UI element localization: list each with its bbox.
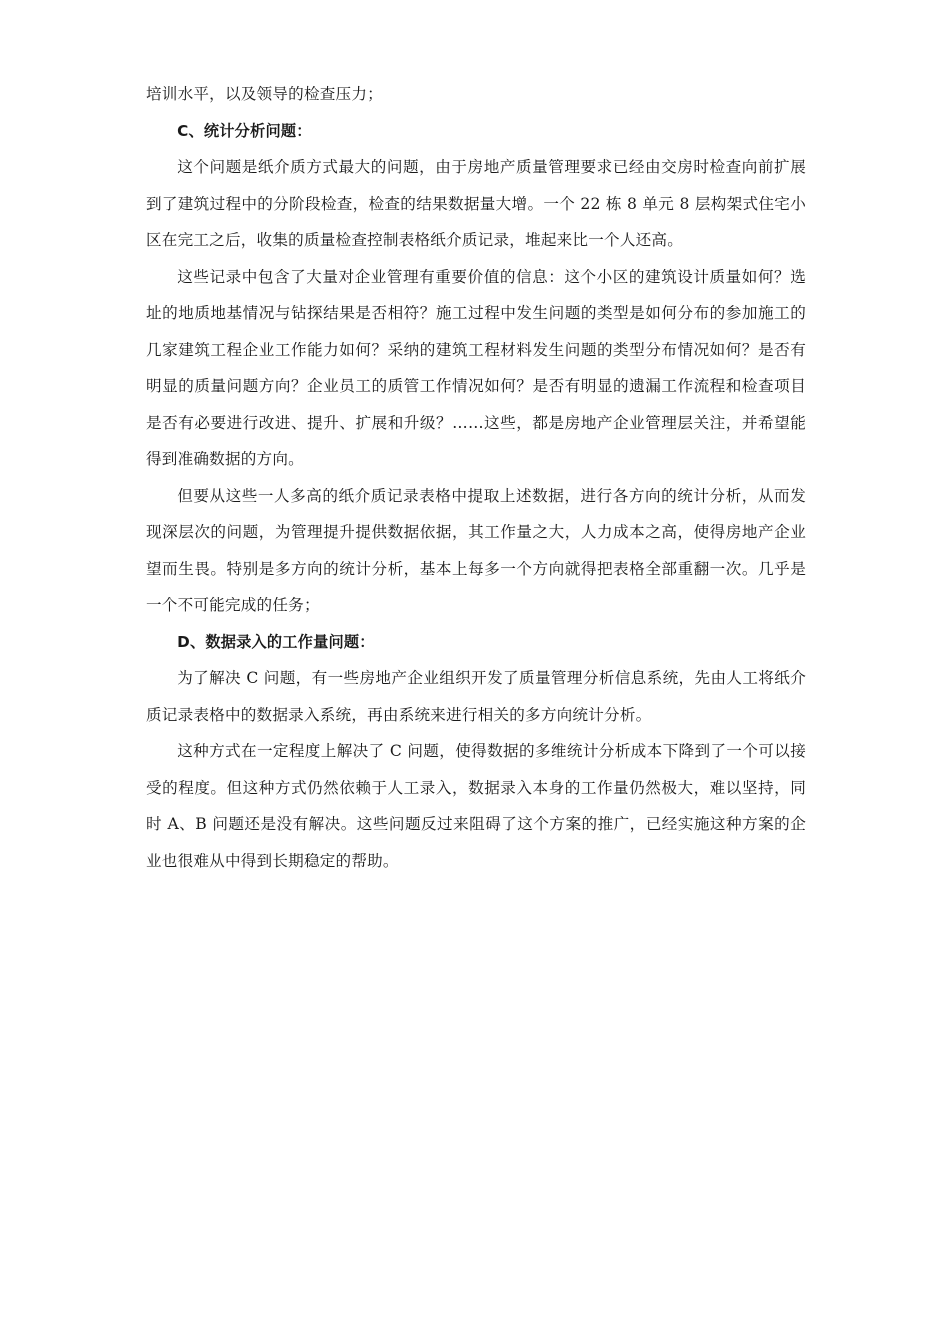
paragraph-training-pressure: 培训水平，以及领导的检查压力；: [146, 85, 383, 103]
paragraph-paper-media-problem: 这个问题是纸介质方式最大的问题，由于房地产质量管理要求已经由交房时检查向前扩展到了建筑过程中的分阶段检查，检查的结果数据量大增。一个 22 栋 8 单元 8 层构架式住宅小区在完工之后，收集的质量检查控制表格纸介质记录，堆起来比一个人还高。: [146, 158, 806, 249]
paragraph-extraction-cost: 但要从这些一人多高的纸介质记录表格中提取上述数据，进行各方向的统计分析，从而发现深层次的问题，为管理提升提供数据依据，其工作量之大，人力成本之高，使得房地产企业望而生畏。特别是多方向的统计分析，基本上每多一个方向就得把表格全部重翻一次。几乎是一个不可能完成的任务；: [146, 486, 806, 614]
section-heading-d-data-entry: D、数据录入的工作量问题：: [177, 632, 375, 651]
paragraph-system-development: 为了解决 C 问题，有一些房地产企业组织开发了质量管理分析信息系统，先由人工将纸介质记录表格中的数据录入系统，再由系统来进行相关的多方向统计分析。: [146, 669, 806, 724]
paragraph-manual-entry-limits: 这种方式在一定程度上解决了 C 问题，使得数据的多维统计分析成本下降到了一个可以接受的程度。但这种方式仍然依赖于人工录入，数据录入本身的工作量仍然极大，难以坚持，同时 A、B 问题还是没有解决。这些问题反过来阻碍了这个方案的推广，已经实施这种方案的企业也很难从中得到长期稳定的帮助。: [146, 742, 806, 870]
document-body: [146, 76, 806, 879]
section-heading-c-statistical-analysis: C、统计分析问题：: [177, 121, 312, 140]
paragraph-records-value: 这些记录中包含了大量对企业管理有重要价值的信息：这个小区的建筑设计质量如何？选址的地质地基情况与钻探结果是否相符？施工过程中发生问题的类型是如何分布的参加施工的几家建筑工程企业工作能力如何？采纳的建筑工程材料发生问题的类型分布情况如何？是否有明显的质量问题方向？企业员工的质管工作情况如何？是否有明显的遗漏工作流程和检查项目是否有必要进行改进、提升、扩展和升级？……这些，都是房地产企业管理层关注，并希望能得到准确数据的方向。: [146, 267, 806, 468]
